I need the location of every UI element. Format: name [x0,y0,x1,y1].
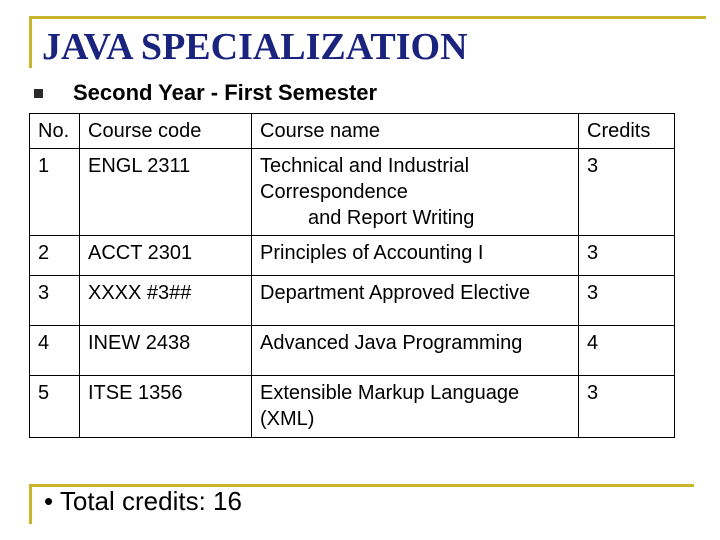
cell-no: 2 [30,236,80,276]
course-name-line: and Report Writing [308,207,475,229]
round-bullet-icon: • [44,486,54,516]
cell-course-name: Extensible Markup Language (XML) [252,376,579,438]
subtitle-bullet-row [34,78,377,108]
table-header-row [30,114,675,149]
course-name-line: Technical and Industrial Correspondence [260,155,470,203]
table-row [30,149,675,236]
header-no: No. [30,114,80,149]
cell-credits: 3 [579,376,675,438]
total-credits [44,484,242,518]
slide-title: JAVA SPECIALIZATION [42,26,468,68]
cell-credits: 3 [579,236,675,276]
cell-no: 4 [30,326,80,376]
square-bullet-icon [34,89,43,98]
cell-course-name: Department Approved Elective [252,276,579,326]
title-left-rule [29,16,32,68]
table-row [30,236,675,276]
table-row [30,326,675,376]
cell-no: 5 [30,376,80,438]
cell-no: 1 [30,149,80,236]
cell-credits: 4 [579,326,675,376]
cell-course-code: INEW 2438 [80,326,252,376]
table-row [30,276,675,326]
slide-subtitle: Second Year - First Semester [73,80,378,105]
table-row [30,376,675,438]
header-course-code: Course code [80,114,252,149]
cell-credits: 3 [579,276,675,326]
header-course-name: Course name [252,114,579,149]
cell-course-name [252,149,579,236]
cell-course-name: Principles of Accounting I [252,236,579,276]
title-top-rule [29,16,706,19]
course-table [29,113,675,438]
cell-course-code: ENGL 2311 [80,149,252,236]
cell-course-code: ACCT 2301 [80,236,252,276]
total-credits-text: Total credits: 16 [59,486,242,516]
header-credits: Credits [579,114,675,149]
cell-course-code: ITSE 1356 [80,376,252,438]
footer-left-rule [29,484,32,524]
cell-course-name: Advanced Java Programming [252,326,579,376]
cell-course-code: XXXX #3## [80,276,252,326]
cell-credits: 3 [579,149,675,236]
cell-no: 3 [30,276,80,326]
